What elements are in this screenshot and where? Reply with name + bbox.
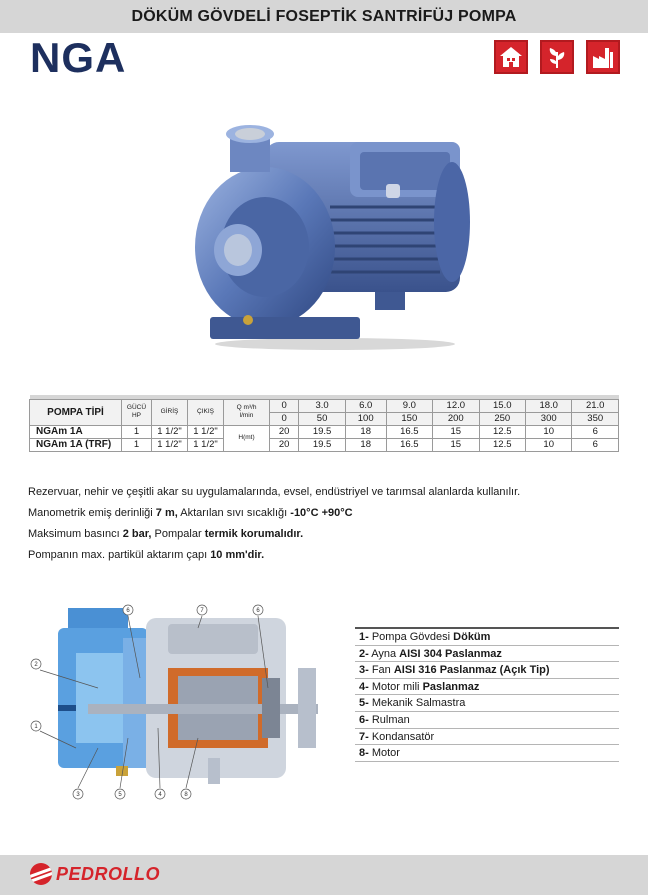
part-number: 3- [359, 664, 369, 677]
q-lmin-cell: 100 [345, 412, 386, 425]
h-cell: 10 [525, 438, 571, 451]
q-m3h-cell: 18.0 [525, 399, 571, 412]
part-number: 5- [359, 697, 369, 710]
col-q-header [224, 399, 270, 425]
particle-size: 10 mm'dir. [210, 549, 265, 561]
description-line [28, 545, 618, 566]
cutaway-diagram [28, 598, 328, 808]
q-lmin-cell: 300 [525, 412, 571, 425]
description-line [28, 503, 618, 524]
factory-icon [586, 40, 620, 74]
brand-mark-icon [30, 863, 52, 885]
part-material: Paslanmaz [422, 680, 480, 693]
col-inlet-header: GİRİŞ [152, 399, 188, 425]
h-cell: 20 [270, 425, 299, 438]
h-cell: 12.5 [479, 425, 525, 438]
inlet-cell: 1 1/2" [152, 438, 188, 451]
part-material: AISI 304 Paslanmaz [399, 647, 502, 660]
q-lmin-cell: 0 [270, 412, 299, 425]
q-lmin-cell: 250 [479, 412, 525, 425]
h-cell: 15 [433, 438, 479, 451]
list-item [355, 679, 619, 696]
q-lmin-cell: 150 [386, 412, 432, 425]
part-text: Pompa Gövdesi [368, 631, 454, 643]
list-item [355, 729, 619, 746]
part-number: 7- [359, 730, 369, 743]
q-unit-m3h: m³/h [243, 404, 257, 411]
part-number: 6- [359, 713, 369, 726]
model-name: NGA [30, 34, 127, 81]
q-label: Q [236, 404, 242, 411]
callout-label: 4 [158, 792, 162, 798]
q-unit-lmin: l/min [239, 412, 254, 419]
q-m3h-cell: 12.0 [433, 399, 479, 412]
pump-photo [190, 112, 480, 352]
col-model-header: POMPA TİPİ [30, 399, 122, 425]
q-m3h-cell: 3.0 [299, 399, 345, 412]
part-text: Fan [368, 664, 394, 677]
h-cell: 18 [345, 438, 386, 451]
callout-label: 6 [256, 608, 260, 614]
part-number: 1- [359, 631, 369, 643]
q-lmin-cell: 50 [299, 412, 345, 425]
power-label: GÜCÜ [126, 404, 147, 411]
table-row [30, 425, 619, 438]
table-row [30, 438, 619, 451]
callout-label: 8 [184, 792, 188, 798]
callout-label: 2 [34, 662, 38, 668]
q-lmin-cell: 200 [433, 412, 479, 425]
callout-label: 7 [200, 608, 204, 614]
h-cell: 12.5 [479, 438, 525, 451]
text: Aktarılan sıvı sıcaklığı [177, 507, 291, 519]
h-label: H(mt) [224, 425, 270, 451]
description-line: Rezervuar, nehir ve çeşitli akar su uygulamalarında, evsel, endüstriyel ve tarımsal alanlarda kullanılır. [28, 486, 521, 498]
hp-cell: 1 [122, 438, 152, 451]
text: Pompanın max. partikül aktarım çapı [28, 549, 211, 561]
text: Maksimum basıncı [28, 528, 123, 540]
plant-icon [540, 40, 574, 74]
parts-list [355, 627, 619, 762]
part-text: Rulman [368, 713, 410, 726]
list-item [355, 662, 619, 679]
q-m3h-cell: 21.0 [572, 399, 619, 412]
part-number: 8- [359, 747, 369, 760]
inlet-cell: 1 1/2" [152, 425, 188, 438]
callout-label: 5 [118, 792, 122, 798]
col-outlet-header: ÇIKIŞ [188, 399, 224, 425]
h-cell: 6 [572, 438, 619, 451]
outlet-cell: 1 1/2" [188, 425, 224, 438]
list-item [355, 629, 619, 646]
outlet-cell: 1 1/2" [188, 438, 224, 451]
part-text: Motor mili [368, 680, 423, 693]
hp-cell: 1 [122, 425, 152, 438]
part-text: Ayna [368, 647, 400, 660]
page-title: DÖKÜM GÖVDELİ FOSEPTİK SANTRİFÜJ POMPA [131, 7, 517, 25]
description-line [28, 524, 618, 545]
h-cell: 16.5 [386, 438, 432, 451]
part-text: Mekanik Salmastra [368, 697, 466, 710]
thermal-protection: termik korumalıdır. [204, 528, 304, 540]
temperature-range: -10°C +90°C [290, 507, 353, 519]
callout-label: 3 [76, 792, 80, 798]
brand-name: PEDROLLO [56, 863, 161, 884]
text: Manometrik emiş derinliği [28, 507, 156, 519]
part-text: Motor [368, 747, 400, 760]
h-cell: 19.5 [299, 425, 345, 438]
model-cell: NGAm 1A [30, 425, 122, 438]
brand-logo [30, 863, 160, 885]
col-power-header [122, 399, 152, 425]
header-bar [0, 0, 648, 33]
house-icon [494, 40, 528, 74]
part-number: 2- [359, 647, 369, 660]
power-unit: HP [131, 412, 142, 419]
callout-label: 6 [126, 608, 130, 614]
q-m3h-cell: 6.0 [345, 399, 386, 412]
text: Pompalar [151, 528, 205, 540]
callout-label: 1 [34, 724, 38, 730]
part-number: 4- [359, 680, 369, 693]
footer-bar [0, 855, 648, 895]
h-cell: 19.5 [299, 438, 345, 451]
application-icons [494, 40, 620, 74]
spec-table [29, 395, 619, 452]
list-item [355, 712, 619, 729]
part-material: AISI 316 Paslanmaz (Açık Tip) [393, 664, 550, 677]
h-cell: 18 [345, 425, 386, 438]
list-item [355, 695, 619, 712]
h-cell: 20 [270, 438, 299, 451]
description [28, 482, 618, 566]
model-cell: NGAm 1A (TRF) [30, 438, 122, 451]
q-m3h-cell: 9.0 [386, 399, 432, 412]
max-pressure: 2 bar, [122, 528, 152, 540]
q-m3h-cell: 15.0 [479, 399, 525, 412]
list-item [355, 646, 619, 663]
h-cell: 15 [433, 425, 479, 438]
list-item [355, 745, 619, 762]
h-cell: 16.5 [386, 425, 432, 438]
part-material: Döküm [453, 631, 491, 643]
part-text: Kondansatör [368, 730, 435, 743]
h-cell: 10 [525, 425, 571, 438]
h-cell: 6 [572, 425, 619, 438]
q-m3h-cell: 0 [270, 399, 299, 412]
q-lmin-cell: 350 [572, 412, 619, 425]
suction-depth: 7 m, [155, 507, 178, 519]
